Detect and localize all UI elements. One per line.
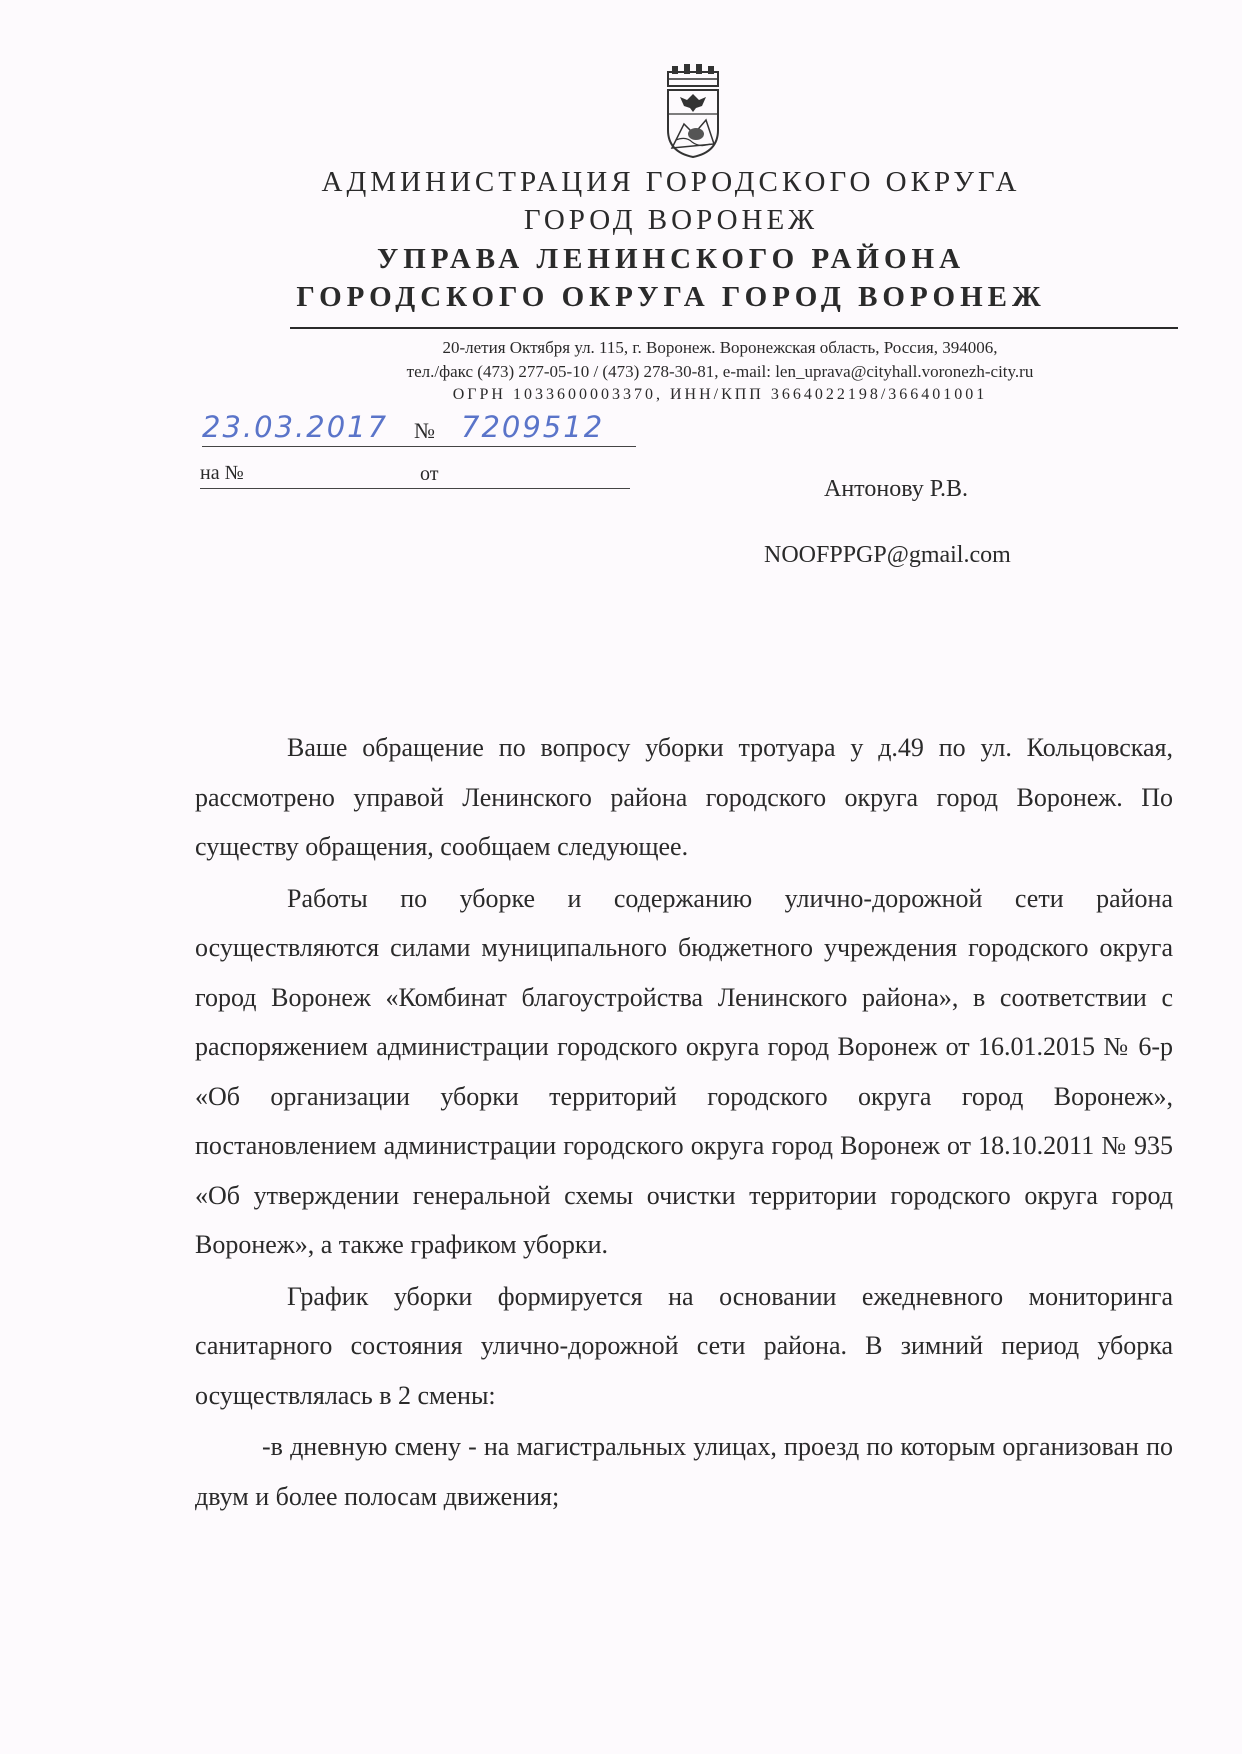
reply-ref-underline bbox=[200, 488, 630, 489]
org-name-line1: АДМИНИСТРАЦИЯ ГОРОДСКОГО ОКРУГА bbox=[321, 166, 1021, 198]
outgoing-number: 7209512 bbox=[461, 410, 605, 444]
from-label: от bbox=[420, 463, 439, 485]
recipient-email: NOOFPPGP@gmail.com bbox=[764, 542, 1011, 568]
reply-to-label: на № bbox=[200, 462, 244, 484]
contact-info: тел./факс (473) 277-05-10 / (473) 278-30-81, e-mail: len_uprava@cityhall.voronezh-city.ru bbox=[406, 362, 1034, 381]
dept-name-line2: ГОРОДСКОГО ОКРУГА ГОРОД ВОРОНЕЖ bbox=[296, 281, 1046, 313]
registry-info: ОГРН 1033600003370, ИНН/КПП 3664022198/366401001 bbox=[452, 386, 988, 403]
outgoing-date: 23.03.2017 bbox=[202, 410, 389, 444]
recipient-name: Антонову Р.В. bbox=[824, 476, 969, 502]
paragraph: Работы по уборке и содержанию улично-дорожной сети района осуществляются силами муниципального бюджетного учреждения городского округа город Воронеж «Комбинат благоустройства Ленинского района», в соответствии с распоряжением администрации городского округа город Воронеж от 16.01.2015 № 6-р «Об организации уборки территорий городского округа город Воронеж», постановлением администрации городского округа город Воронеж от 18.10.2011 № 935 «Об утверждении генеральной схемы очистки территории городского округа город Воронеж», а также графиком уборки. bbox=[195, 883, 1173, 1259]
paragraph: -в дневную смену - на магистральных улицах, проезд по которым организован по двум и более полосам движения; bbox=[195, 1432, 1173, 1511]
paragraph: Ваше обращение по вопросу уборки тротуара у д.49 по ул. Кольцовская, рассмотрено управой Ленинского района городского округа город Воронеж. По существу обращения, сообщаем следующее. bbox=[195, 733, 1173, 861]
header-divider bbox=[290, 327, 1178, 329]
number-sign: № bbox=[414, 418, 435, 443]
org-name-line2: ГОРОД ВОРОНЕЖ bbox=[523, 204, 819, 236]
dept-name-line1: УПРАВА ЛЕНИНСКОГО РАЙОНА bbox=[376, 243, 966, 275]
outgoing-ref-underline bbox=[202, 446, 636, 447]
coat-of-arms-icon bbox=[662, 64, 724, 159]
postal-address: 20-летия Октября ул. 115, г. Воронеж. Воронежская область, Россия, 394006, bbox=[442, 338, 998, 357]
paragraph: График уборки формируется на основании ежедневного мониторинга санитарного состояния улично-дорожной сети района. В зимний период уборка осуществлялась в 2 смены: bbox=[195, 1281, 1173, 1410]
letter-body bbox=[195, 723, 1173, 1521]
